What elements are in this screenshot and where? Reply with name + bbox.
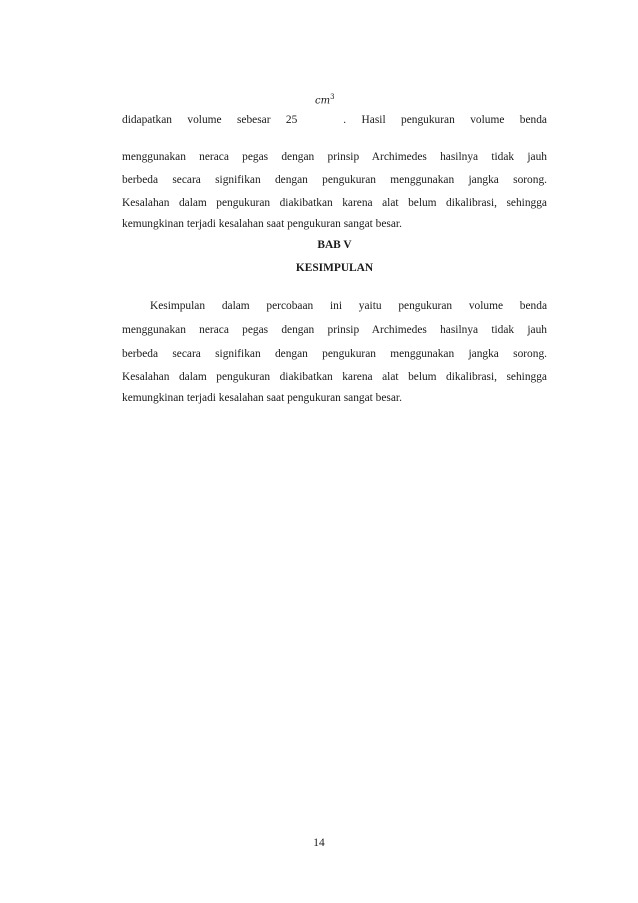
chapter-title: KESIMPULAN xyxy=(295,262,374,274)
paragraph-line: Kesimpulan dalam percobaan ini yaitu pengukuran volume benda xyxy=(150,300,547,312)
paragraph-line: kemungkinan terjadi kesalahan saat pengukuran sangat besar. xyxy=(122,218,402,230)
paragraph-line: berbeda secara signifikan dengan pengukuran menggunakan jangka sorong. xyxy=(122,174,547,186)
paragraph-line: menggunakan neraca pegas dengan prinsip Archimedes hasilnya tidak jauh xyxy=(122,324,547,336)
paragraph-line: Kesalahan dalam pengukuran diakibatkan karena alat belum dikalibrasi, sehingga xyxy=(122,197,547,209)
paragraph-line: kemungkinan terjadi kesalahan saat pengukuran sangat besar. xyxy=(122,392,402,404)
unit-exponent: 3 xyxy=(330,93,335,101)
line-part-1: didapatkan volume sebesar 25 xyxy=(122,114,298,126)
page-number: 14 xyxy=(313,837,325,849)
paragraph-line: Kesalahan dalam pengukuran diakibatkan karena alat belum dikalibrasi, sehingga xyxy=(122,371,547,383)
paragraph-line: berbeda secara signifikan dengan pengukuran menggunakan jangka sorong. xyxy=(122,348,547,360)
paragraph-line xyxy=(122,112,547,128)
unit-label: cm xyxy=(315,95,331,107)
volume-unit xyxy=(315,90,335,108)
line-part-2: . Hasil pengukuran volume benda xyxy=(343,114,547,126)
paragraph-line: menggunakan neraca pegas dengan prinsip Archimedes hasilnya tidak jauh xyxy=(122,151,547,163)
chapter-number: BAB V xyxy=(317,239,352,251)
